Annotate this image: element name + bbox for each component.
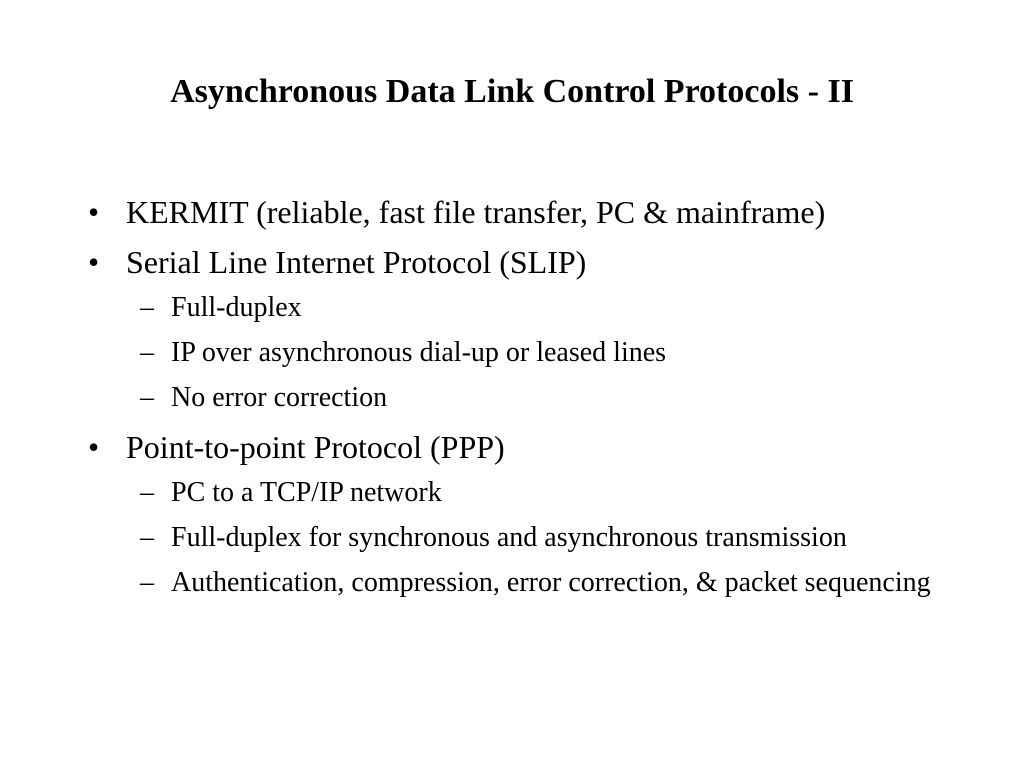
sub-item-text: No error correction bbox=[171, 382, 388, 413]
dash-icon: – bbox=[140, 292, 154, 323]
sub-item bbox=[126, 474, 968, 512]
sub-list-slip bbox=[126, 289, 968, 417]
dash-icon: – bbox=[140, 567, 154, 598]
sub-item bbox=[126, 334, 968, 372]
sub-item bbox=[126, 379, 968, 417]
sub-item-text: Full-duplex bbox=[171, 292, 302, 323]
bullet-icon: • bbox=[88, 194, 100, 230]
bullet-item-kermit bbox=[88, 192, 968, 232]
dash-icon: – bbox=[140, 382, 154, 413]
bullet-icon: • bbox=[88, 244, 100, 280]
sub-item-text: PC to a TCP/IP network bbox=[171, 477, 442, 508]
bullet-item-slip bbox=[88, 242, 968, 417]
sub-item bbox=[126, 289, 968, 327]
bullet-text: KERMIT (reliable, fast file transfer, PC & mainframe) bbox=[126, 194, 826, 230]
sub-item-text: Authentication, compression, error correction, & packet sequencing bbox=[171, 567, 931, 598]
dash-icon: – bbox=[140, 477, 154, 508]
sub-list-ppp bbox=[126, 474, 968, 602]
sub-item bbox=[126, 519, 968, 557]
bullet-item-ppp bbox=[88, 427, 968, 602]
sub-item-text: IP over asynchronous dial-up or leased lines bbox=[171, 337, 667, 368]
bullet-list bbox=[88, 192, 968, 612]
sub-item-text: Full-duplex for synchronous and asynchronous transmission bbox=[171, 522, 847, 553]
bullet-icon: • bbox=[88, 429, 100, 465]
dash-icon: – bbox=[140, 522, 154, 553]
bullet-text: Point-to-point Protocol (PPP) bbox=[126, 429, 505, 465]
sub-item bbox=[126, 564, 968, 602]
bullet-text: Serial Line Internet Protocol (SLIP) bbox=[126, 244, 587, 280]
slide-title: Asynchronous Data Link Control Protocols - II bbox=[170, 73, 854, 110]
dash-icon: – bbox=[140, 337, 154, 368]
